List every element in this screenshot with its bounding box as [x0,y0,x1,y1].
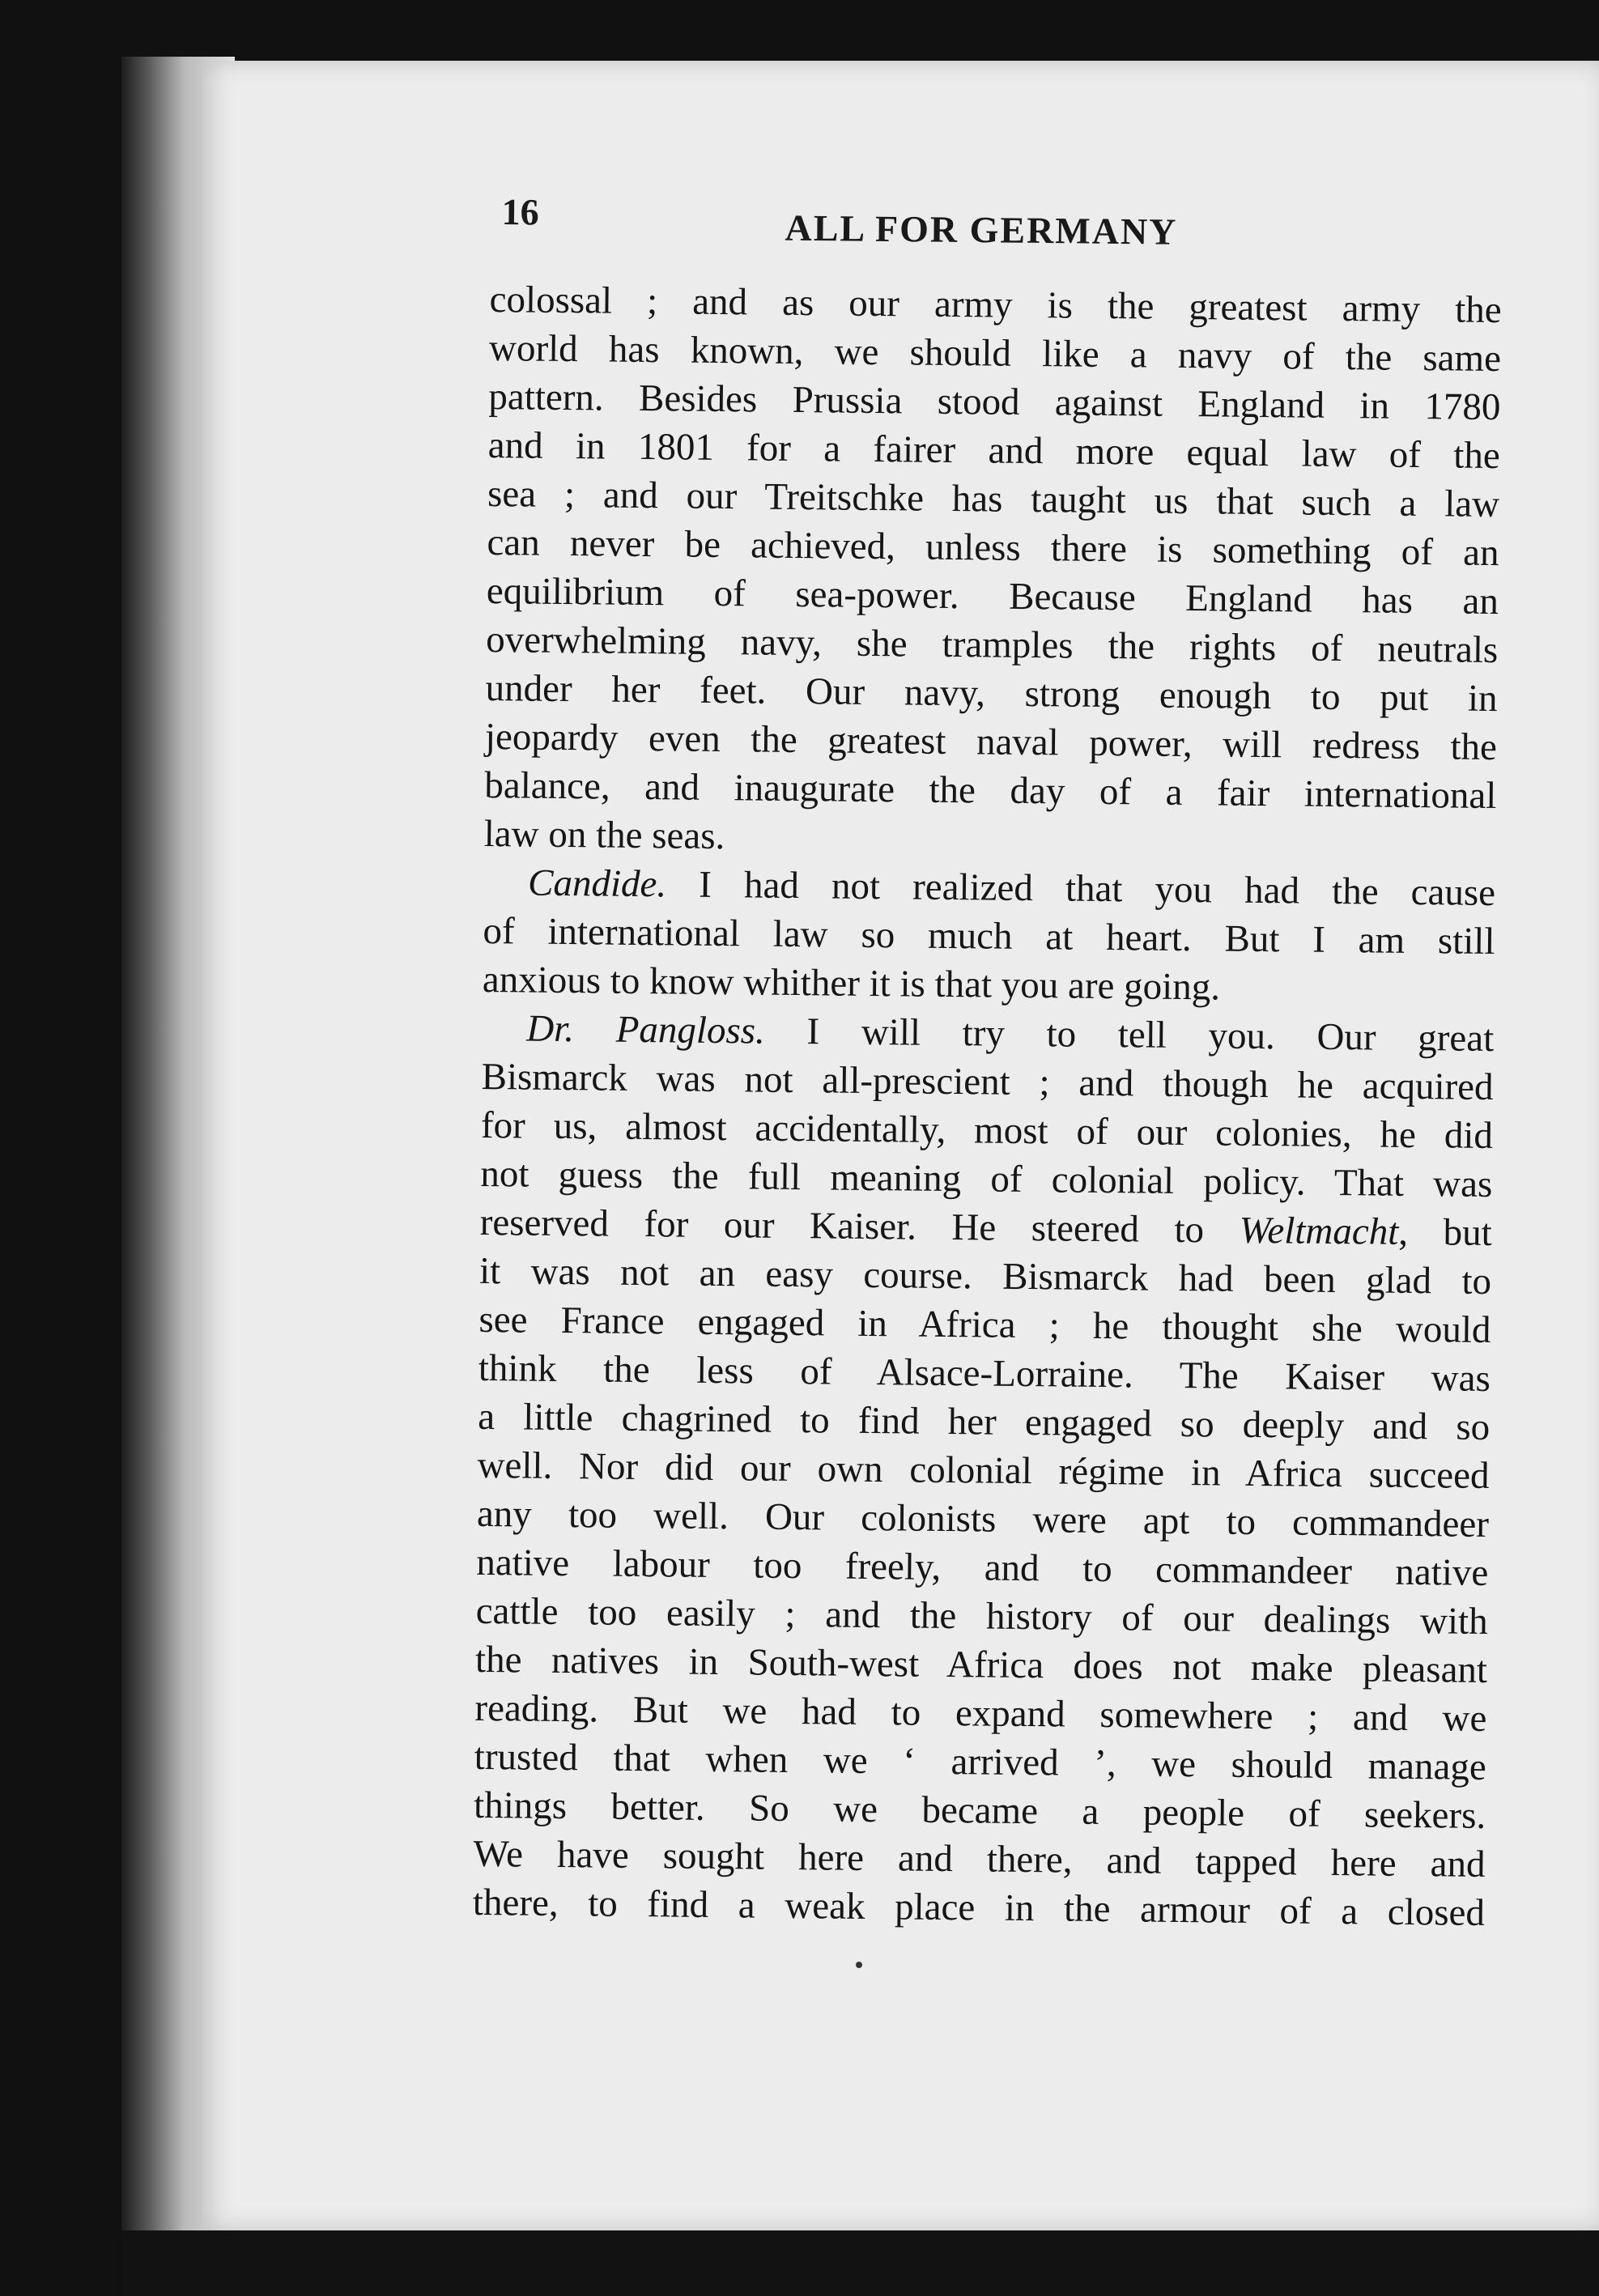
text-line: We have sought here and there, and tapped here and [473,1832,1486,1886]
text-line: jeopardy even the greatest naval power, will redress the [484,715,1498,769]
text-line: law on the seas. [483,812,725,858]
scan-bottom-border [121,2230,1599,2296]
text-line: think the less of Alsace-Lorraine. The Kaiser was [478,1346,1491,1401]
text-line: under her feet. Our navy, strong enough to put in [485,666,1498,721]
speaker-name: Dr. Pangloss. [525,1007,766,1052]
text-line: pattern. Besides Prussia stood against England in 1780 [488,375,1501,429]
text-line: balance, and inaugurate the day of a fair international [484,763,1497,818]
text-line: world has known, we should like a navy of the same [488,326,1502,381]
text-line: anxious to know whither it is that you are going. [482,958,1221,1009]
text-line: it was not an easy course. Bismarck had been glad to [478,1249,1492,1303]
running-head [501,190,1514,266]
body-text [473,275,1502,1937]
text-line: any too well. Our colonists were apt to commandeer [476,1492,1490,1546]
running-title: ALL FOR GERMANY [785,206,1178,253]
speaker-line-text: I will try to tell you. Our great [764,1010,1495,1061]
speaker-line-text: I had not realized that you had the cause [666,863,1496,915]
text-line: trusted that when we ‘ arrived ’, we should manage [474,1735,1487,1788]
speaker-name: Candide. [527,861,667,906]
text-line: and in 1801 for a fairer and more equal law of the [487,423,1501,478]
ink-speck [856,1962,862,1968]
text-line: Bismarck was not all-prescient ; and though he acquired [481,1055,1494,1109]
text-line: can never be achieved, unless there is something of an [487,521,1499,575]
text-line: native labour too freely, and to commandeer native [476,1541,1489,1595]
page-number: 16 [501,190,539,233]
text-line: well. Nor did our own colonial régime in Africa succeed [477,1444,1490,1498]
text-line: equilibrium of sea-power. Because England has an [486,569,1499,623]
text-line: there, to find a weak place in the armour of a closed [472,1881,1486,1934]
emphasis-line-start: reserved for our Kaiser. He steered to [479,1201,1240,1252]
text-line: cattle too easily ; and the history of our dealings with [475,1589,1488,1643]
text-line: overwhelming navy, she tramples the rights of neutrals [486,618,1499,672]
text-line: not guess the full meaning of colonial policy. That was [480,1152,1493,1206]
text-line: the natives in South-west Africa does not make pleasant [474,1638,1488,1691]
text-line: colossal ; and as our army is the greatest army the [489,278,1502,332]
text-line: reading. But we had to expand somewhere ; and we [474,1686,1487,1740]
text-line: sea ; and our Treitschke has taught us that such a law [487,472,1500,526]
text-line: a little chagrined to find her engaged so deeply and so [477,1395,1491,1449]
emphasis-word: Weltmacht [1239,1209,1399,1253]
emphasis-line-end: , but [1398,1210,1492,1255]
text-line: of international law so much at heart. But I am still [483,909,1495,963]
text-line: things better. So we became a people of seekers. [473,1784,1486,1837]
text-line: for us, almost accidentally, most of our colonies, he did [480,1103,1494,1158]
text-line: see France engaged in Africa ; he thought she would [478,1298,1491,1352]
